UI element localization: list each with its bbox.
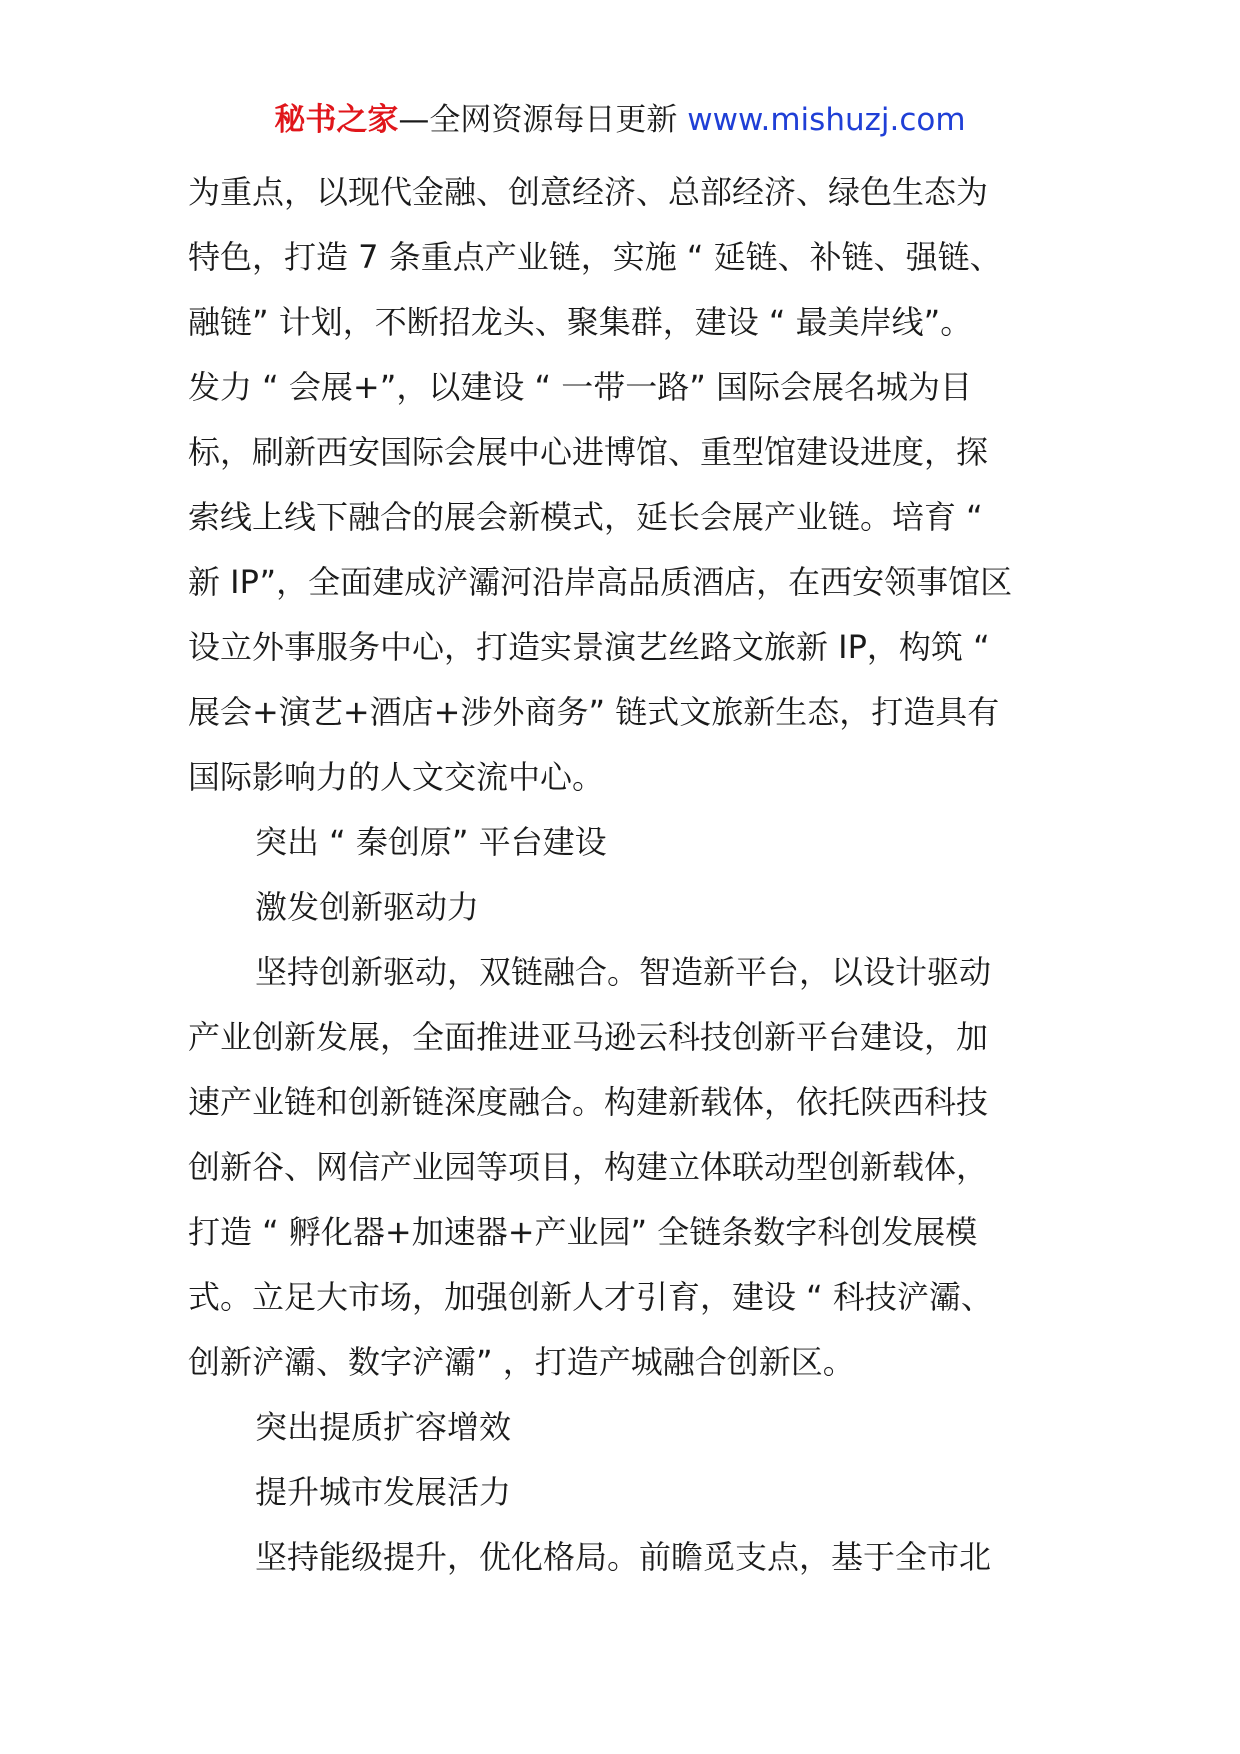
section-heading: 突出提质扩容增效 <box>255 1408 512 1446</box>
text-line: 创新浐灞、数字浐灞” ，打造产城融合创新区。 <box>188 1343 855 1381</box>
paragraph-start-line: 坚持创新驱动，双链融合。智造新平台，以设计驱动 <box>255 953 992 991</box>
text-line: 打造 “ 孵化器+加速器+产业园” 全链条数字科创发展模 <box>188 1213 978 1251</box>
text-line: 速产业链和创新链深度融合。构建新载体，依托陕西科技 <box>188 1083 989 1121</box>
paragraph-start-line: 坚持能级提升，优化格局。前瞻觅支点，基于全市北 <box>255 1538 992 1576</box>
section-heading: 突出 “ 秦创原” 平台建设 <box>255 823 607 861</box>
header-tagline: —全网资源每日更新 <box>398 102 678 138</box>
document-body <box>188 160 1058 1590</box>
text-line: 产业创新发展，全面推进亚马逊云科技创新平台建设，加 <box>188 1018 989 1056</box>
text-line: 特色，打造 7 条重点产业链，实施 “ 延链、补链、强链、 <box>188 238 1002 276</box>
section-heading: 提升城市发展活力 <box>255 1473 512 1511</box>
section-heading: 激发创新驱动力 <box>255 888 480 926</box>
text-line: 发力 “ 会展+”，以建设 “ 一带一路” 国际会展名城为目 <box>188 368 972 406</box>
text-line: 标，刷新西安国际会展中心进博馆、重型馆建设进度，探 <box>188 433 989 471</box>
text-line: 融链” 计划，不断招龙头、聚集群，建设 “ 最美岸线”。 <box>188 303 973 341</box>
text-line: 设立外事服务中心，打造实景演艺丝路文旅新 IP，构筑 “ <box>188 628 990 666</box>
text-line: 创新谷、网信产业园等项目，构建立体联动型创新载体， <box>188 1148 989 1186</box>
text-line: 索线上线下融合的展会新模式，延长会展产业链。培育 “ <box>188 498 983 536</box>
text-line: 展会+演艺+酒店+涉外商务” 链式文旅新生态，打造具有 <box>188 693 1000 731</box>
header-url-link[interactable]: www.mishuzj.com <box>687 102 966 138</box>
text-line: 国际影响力的人文交流中心。 <box>188 758 605 796</box>
brand-name: 秘书之家 <box>274 102 399 138</box>
text-line: 式。立足大市场，加强创新人才引育，建设 “ 科技浐灞、 <box>188 1278 993 1316</box>
text-line: 新 IP”，全面建成浐灞河沿岸高品质酒店，在西安领事馆区 <box>188 563 1013 601</box>
page-header <box>0 100 1240 140</box>
text-line: 为重点，以现代金融、创意经济、总部经济、绿色生态为 <box>188 173 989 211</box>
